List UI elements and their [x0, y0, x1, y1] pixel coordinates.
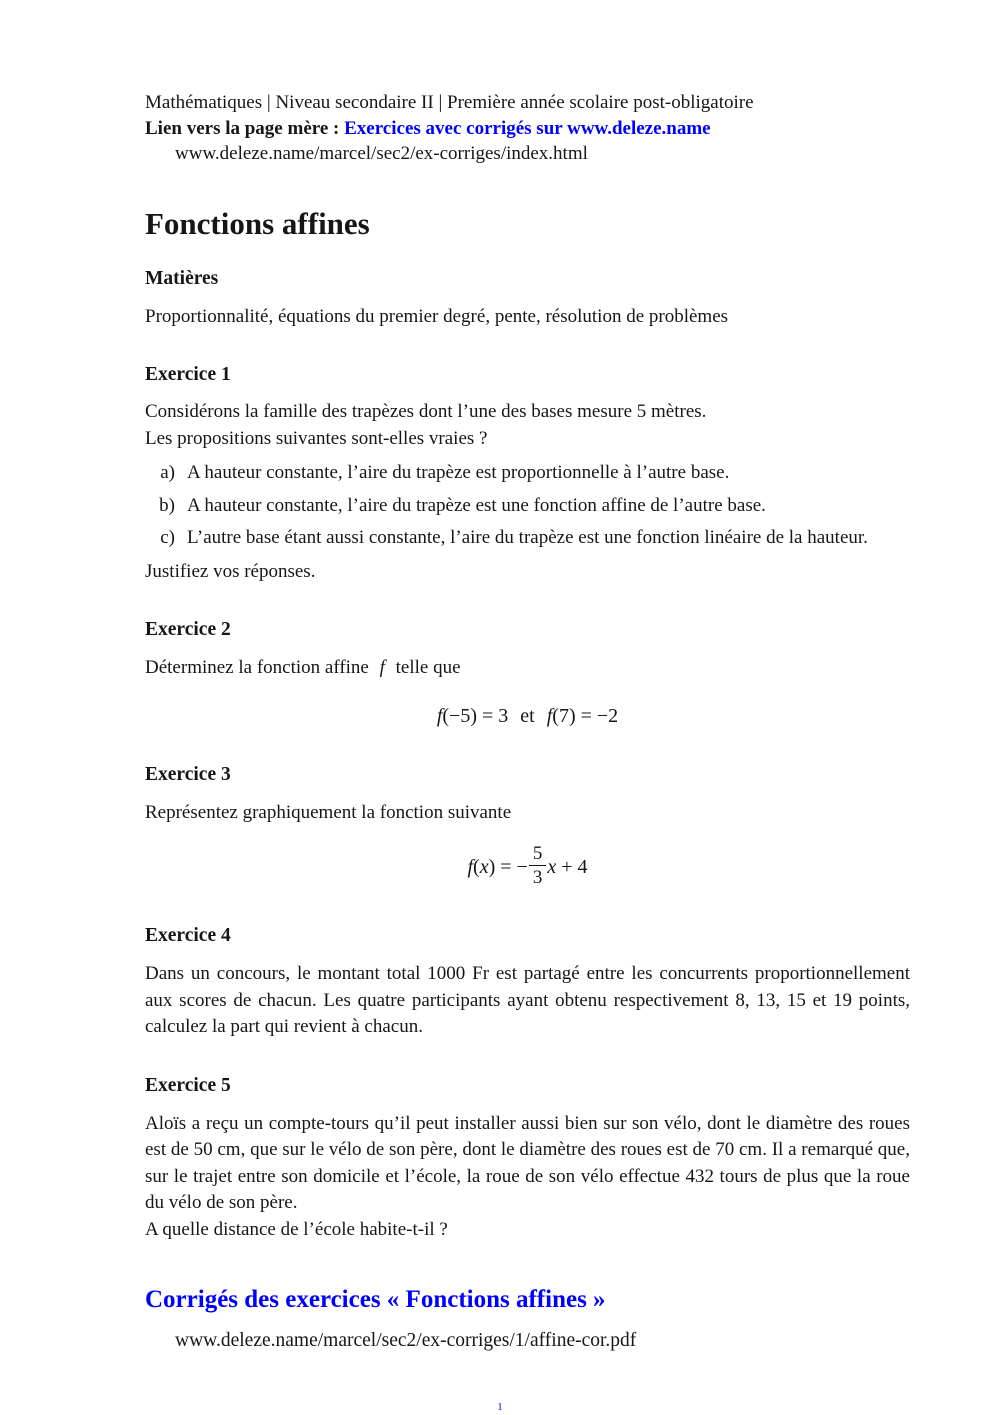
section-corriges: [145, 1285, 910, 1352]
function-f-symbol: f: [379, 657, 385, 678]
section-exercice-1: [145, 362, 910, 585]
section-exercice-3: [145, 762, 910, 892]
exercice-2-intro-post: telle que: [395, 657, 461, 678]
header-link-line: [145, 116, 910, 142]
list-item-b-label: b): [159, 494, 175, 516]
corriges-pdf-url: www.deleze.name/marcel/sec2/ex-corriges/1/affine-cor.pdf: [175, 1330, 637, 1351]
parent-page-link[interactable]: Exercices avec corrigés sur www.deleze.name: [344, 117, 711, 139]
formula-x1: x: [479, 856, 489, 879]
list-item-b: [145, 493, 910, 520]
index-url-text: www.deleze.name/marcel/sec2/ex-corriges/index.html: [175, 143, 588, 164]
exercice-3-formula: [145, 843, 910, 891]
document-content: [145, 90, 910, 1352]
corriges-heading-link[interactable]: Corrigés des exercices « Fonctions affines »: [145, 1286, 606, 1313]
exercice-2-intro: [145, 655, 910, 682]
exercice-1-outro: Justifiez vos réponses.: [145, 560, 316, 582]
formula-conjunction: et: [520, 704, 535, 727]
formula-plus-four: + 4: [556, 856, 588, 879]
fraction-five-thirds: [529, 843, 547, 888]
header-course-line: Mathématiques | Niveau secondaire II | Première année scolaire post-obligatoire: [145, 92, 754, 113]
exercice-5-text: Aloïs a reçu un compte-tours qu’il peut installer aussi bien sur son vélo, dont le diamètre des roues est de 50 cm, que sur le vélo de son père, dont le diamètre des roues est de 70 cm. Il a remarqué que, sur le trajet entre son domicile et l’école, la roue de son vélo effectue 432 tours de plus que la roue du vélo de son père.: [145, 1112, 910, 1213]
exercice-3-intro: Représentez graphiquement la fonction suivante: [145, 801, 512, 823]
matieres-text: Proportionnalité, équations du premier degré, pente, résolution de problèmes: [145, 305, 729, 327]
exercice-5-question: A quelle distance de l’école habite-t-il ?: [145, 1218, 448, 1240]
section-exercice-4: [145, 923, 910, 1041]
exercice-2-intro-pre: Déterminez la fonction affine: [145, 657, 369, 678]
section-exercice-2: [145, 617, 910, 730]
formula-a1: (−5) = 3: [442, 704, 509, 727]
list-item-c-label: c): [160, 527, 175, 548]
list-item-c-text: L’autre base étant aussi constante, l’aire du trapèze est une fonction linéaire de la hauteur.: [187, 527, 868, 548]
formula-a2: (7) = −2: [552, 704, 619, 727]
document-header: [145, 90, 910, 167]
page-title: Fonctions affines: [145, 205, 370, 241]
exercice-1-list: [145, 460, 910, 552]
parent-page-label: Lien vers la page mère :: [145, 117, 340, 139]
fraction-numerator: 5: [529, 843, 547, 866]
exercice-3-heading: Exercice 3: [145, 763, 231, 785]
list-item-c: [145, 525, 910, 552]
formula-f2: f: [546, 704, 553, 727]
list-item-a-text: A hauteur constante, l’aire du trapèze est proportionnelle à l’autre base.: [187, 462, 730, 483]
formula-f1: f: [436, 704, 443, 727]
exercice-4-text: Dans un concours, le montant total 1000 Fr est partagé entre les concurrents proportionnellement aux scores de chacun. Les quatre participants ayant obtenu respectivement 8, 13, 15 et 19 points, calculez la part qui revient à chacun.: [145, 963, 910, 1037]
page-number: 1: [497, 1401, 503, 1413]
formula-f: f: [467, 856, 474, 879]
exercice-4-heading: Exercice 4: [145, 925, 231, 946]
matieres-heading: Matières: [145, 267, 219, 289]
exercice-1-intro-line-2: Les propositions suivantes sont-elles vraies ?: [145, 427, 488, 449]
exercice-2-heading: Exercice 2: [145, 619, 231, 640]
list-item-a: [145, 460, 910, 487]
exercice-1-intro-line-1: Considérons la famille des trapèzes dont l’une des bases mesure 5 mètres.: [145, 401, 707, 422]
exercice-5-heading: Exercice 5: [145, 1074, 231, 1096]
formula-open-paren: (: [473, 856, 480, 879]
list-item-a-label: a): [160, 462, 175, 483]
section-exercice-5: [145, 1073, 910, 1244]
fraction-denominator: 3: [532, 867, 543, 888]
exercice-1-heading: Exercice 1: [145, 364, 231, 385]
formula-x2: x: [547, 856, 557, 879]
formula-equals-minus: ) = −: [488, 856, 528, 879]
list-item-b-text: A hauteur constante, l’aire du trapèze est une fonction affine de l’autre base.: [187, 494, 766, 516]
exercice-2-formula: [145, 702, 910, 730]
